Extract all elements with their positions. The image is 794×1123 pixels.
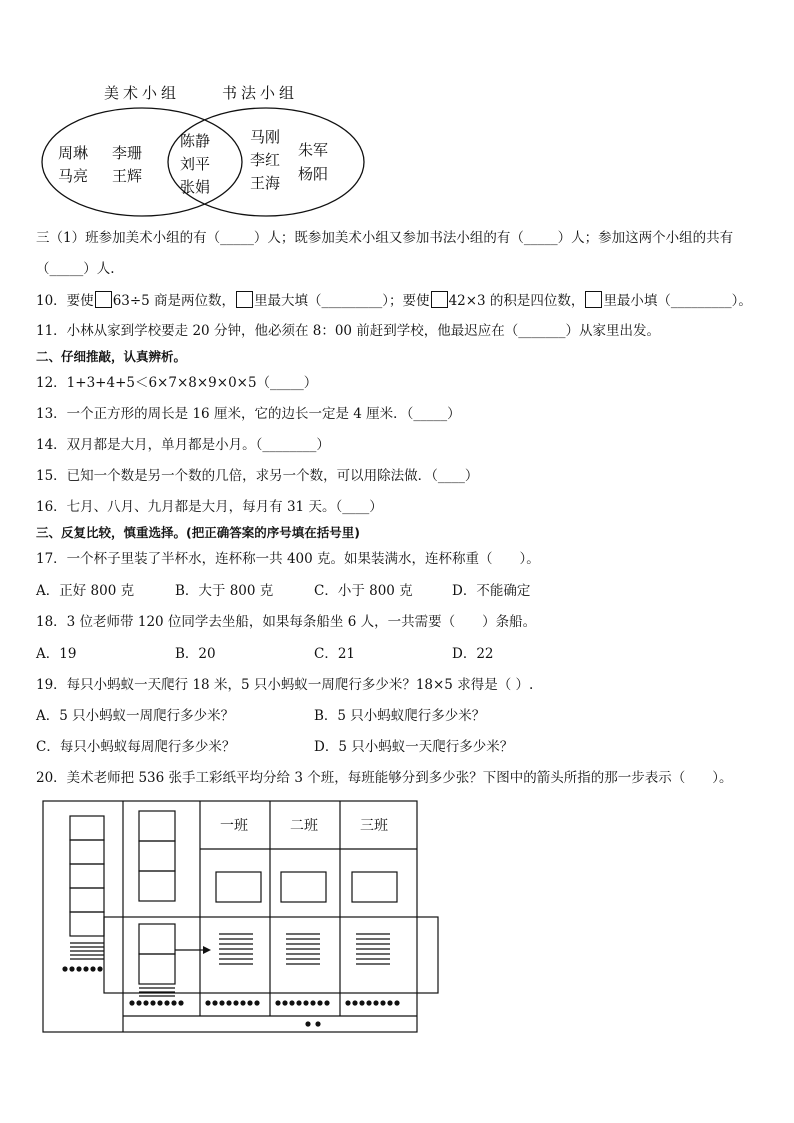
q10-text-2: 63÷5 商是两位数，: [112, 293, 236, 309]
venn-name: 王辉: [112, 167, 143, 185]
question-16: 16．七月、八月、九月都是大月，每月有 31 天。（____）: [36, 499, 383, 515]
question-14: 14．双月都是大月，单月都是小月。（________）: [36, 437, 330, 453]
venn-left-title: 美术小组: [104, 84, 181, 102]
venn-name: 杨阳: [298, 165, 329, 183]
option-c: C．每只小蚂蚁每周爬行多少米？: [36, 739, 236, 755]
venn-name: 朱军: [298, 141, 329, 159]
venn-name: 马刚: [250, 128, 281, 146]
venn-name: 陈静: [180, 132, 211, 150]
question-11: 11．小林从家到学校要走 20 分钟，他必须在 8：00 前赶到学校，他最迟应在（_______）从家里出发。: [36, 323, 661, 339]
option-b: B．20: [175, 646, 216, 662]
question-9-line2: （_____）人.: [36, 261, 115, 277]
question-17: 17．一个杯子里装了半杯水，连杯称一共 400 克。如果装满水，连杯称重（ ）。: [36, 551, 540, 567]
option-b: B．大于 800 克: [175, 583, 274, 599]
q10-text-1: 10．要使: [36, 293, 94, 309]
option-d: D．不能确定: [452, 583, 531, 599]
venn-name: 李红: [250, 151, 281, 169]
q10-text-3: 里最大填（_________）；要使: [254, 293, 430, 309]
section-3-heading: 三、反复比较，慎重选择。(把正确答案的序号填在括号里): [36, 525, 360, 540]
question-9-line1: 三（1）班参加美术小组的有（_____）人；既参加美术小组又参加书法小组的有（_____）人；参加这两个小组的共有: [36, 230, 734, 246]
venn-name: 王海: [250, 174, 281, 192]
section-2-heading: 二、仔细推敲，认真辨析。: [36, 349, 187, 364]
option-b: B．5 只小蚂蚁爬行多少米？: [314, 708, 486, 724]
venn-name: 张娟: [180, 178, 211, 196]
venn-name: 刘平: [180, 155, 211, 173]
venn-name: 马亮: [58, 167, 89, 185]
question-20: 20．美术老师把 536 张手工彩纸平均分给 3 个班，每班能够分到多少张？下图中的箭头所指的那一步表示（ ）。: [36, 770, 733, 786]
q10-text-5: 里最小填（_________）。: [603, 293, 752, 309]
option-a: A．正好 800 克: [36, 583, 135, 599]
question-18: 18．3 位老师带 120 位同学去坐船，如果每条船坐 6 人，一共需要（ ）条船。: [36, 614, 537, 630]
option-d: D．22: [452, 646, 494, 662]
question-19: 19．每只小蚂蚁一天爬行 18 米，5 只小蚂蚁一周爬行多少米？18×5 求得是（ ）.: [36, 677, 534, 693]
class-label-1: 一班: [220, 818, 248, 834]
option-d: D．5 只小蚂蚁一天爬行多少米？: [314, 739, 514, 755]
venn-right-title: 书法小组: [222, 84, 299, 102]
option-c: C．21: [314, 646, 356, 662]
option-a: A．19: [36, 646, 77, 662]
question-12: 12．1+3+4+5＜6×7×8×9×0×5（_____）: [36, 375, 318, 391]
venn-name: 周琳: [58, 144, 89, 162]
option-a: A．5 只小蚂蚁一周爬行多少米？: [36, 708, 235, 724]
option-c: C．小于 800 克: [314, 583, 413, 599]
question-13: 13．一个正方形的周长是 16 厘米，它的边长一定是 4 厘米．（_____）: [36, 406, 461, 422]
class-label-2: 二班: [290, 818, 318, 834]
question-15: 15．已知一个数是另一个数的几倍，求另一个数，可以用除法做．（____）: [36, 468, 479, 484]
q10-text-4: 42×3 的积是四位数，: [448, 293, 585, 309]
class-label-3: 三班: [360, 818, 388, 834]
venn-name: 李珊: [112, 144, 143, 162]
